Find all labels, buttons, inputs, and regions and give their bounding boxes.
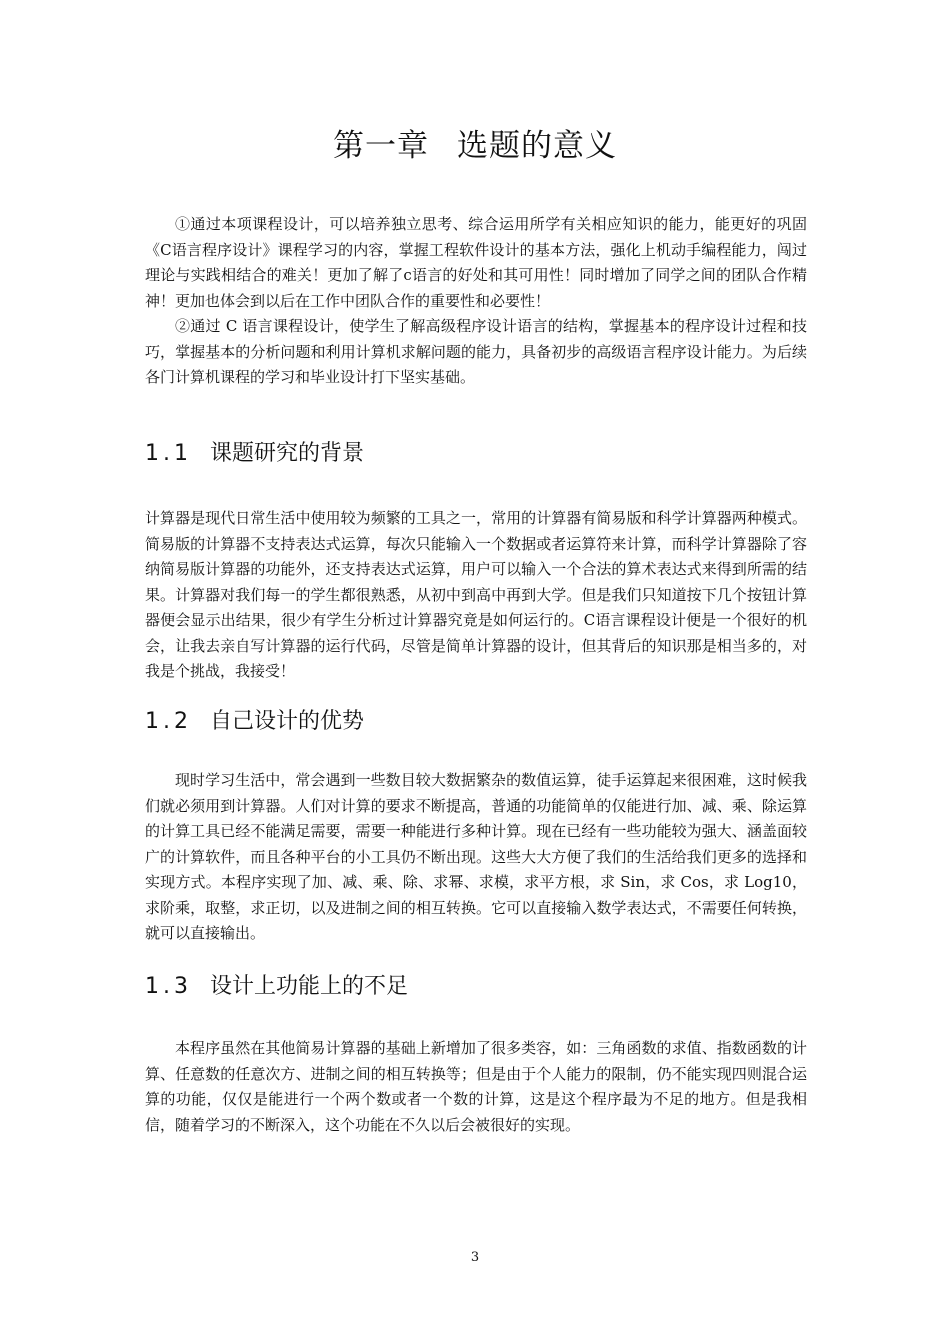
section-heading-1-1 (145, 436, 364, 467)
page-number: 3 (470, 1250, 480, 1265)
section-title: 设计上功能上的不足 (210, 974, 409, 999)
chapter-number: 第一章 (333, 128, 429, 164)
section-number: 1.2 (145, 709, 192, 734)
section-heading-1-3 (145, 969, 408, 1000)
section-1-1-paragraph: 计算器是现代日常生活中使用较为频繁的工具之一，常用的计算器有简易版和科学计算器两种模式。简易版的计算器不支持表达式运算，每次只能输入一个数据或者运算符来计算，而科学计算器除了容纳简易版计算器的功能外，还支持表达式运算，用户可以输入一个合法的算术表达式来得到所需的结果。计算器对我们每一的学生都很熟悉，从初中到高中再到大学。但是我们只知道按下几个按钮计算器便会显示出结果，很少有学生分析过计算器究竟是如何运行的。C语言课程设计便是一个很好的机会，让我去亲自写计算器的运行代码，尽管是简单计算器的设计，但其背后的知识那是相当多的，对我是个挑战，我接受！ (145, 509, 807, 680)
chapter-title (0, 120, 950, 165)
chapter-title-text: 选题的意义 (457, 128, 617, 164)
intro-paragraph-2: ②通过 C 语言课程设计，使学生了解高级程序设计语言的结构，掌握基本的程序设计过程和技巧，掌握基本的分析问题和利用计算机求解问题的能力，具备初步的高级语言程序设计能力。为后续各门计算机课程的学习和毕业设计打下坚实基础。 (145, 317, 807, 386)
intro-paragraph-1: ①通过本项课程设计，可以培养独立思考、综合运用所学有关相应知识的能力，能更好的巩固《C语言程序设计》课程学习的内容，掌握工程软件设计的基本方法，强化上机动手编程能力，闯过理论与实践相结合的难关！更加了解了c语言的好处和其可用性！同时增加了同学之间的团队合作精神！更加也体会到以后在工作中团队合作的重要性和必要性！ (145, 215, 807, 310)
section-1-3-paragraph: 本程序虽然在其他简易计算器的基础上新增加了很多类容，如：三角函数的求值、指数函数的计算、任意数的任意次方、进制之间的相互转换等；但是由于个人能力的限制，仍不能实现四则混合运算的功能，仅仅是能进行一个两个数或者一个数的计算，这是这个程序最为不足的地方。但是我相信，随着学习的不断深入，这个功能在不久以后会被很好的实现。 (145, 1039, 807, 1134)
section-title: 课题研究的背景 (210, 441, 365, 466)
section-number: 1.1 (145, 441, 192, 466)
section-title: 自己设计的优势 (210, 709, 365, 734)
section-heading-1-2 (145, 704, 364, 735)
section-number: 1.3 (145, 974, 192, 999)
section-1-2-paragraph: 现时学习生活中，常会遇到一些数目较大数据繁杂的数值运算，徒手运算起来很困难，这时候我们就必须用到计算器。人们对计算的要求不断提高，普通的功能简单的仅能进行加、减、乘、除运算的计算工具已经不能满足需要，需要一种能进行多种计算。现在已经有一些功能较为强大、涵盖面较广的计算软件，而且各种平台的小工具仍不断出现。这些大大方便了我们的生活给我们更多的选择和实现方式。本程序实现了加、减、乘、除、求幂、求模，求平方根，求 Sin，求 Cos，求 Log10，求阶乘，取整，求正切，以及进制之间的相互转换。它可以直接输入数学表达式，不需要任何转换，就可以直接输出。 (145, 771, 807, 942)
